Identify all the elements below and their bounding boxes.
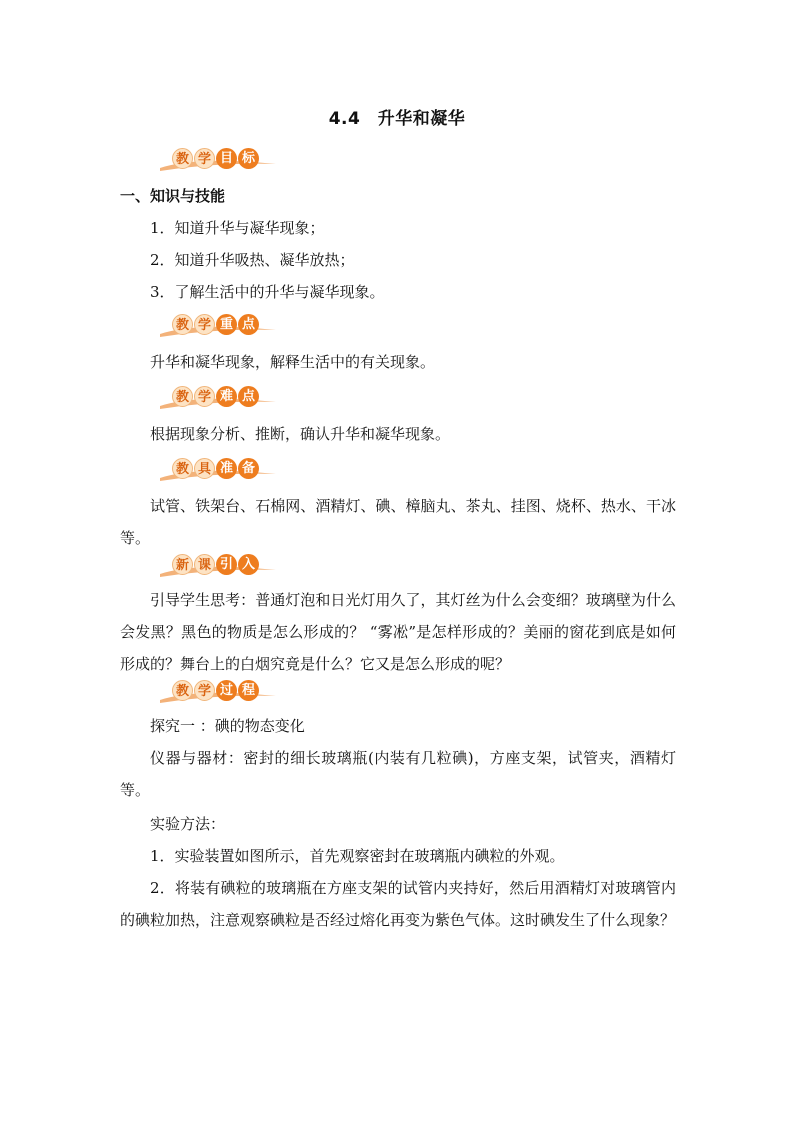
badge-char: 教: [172, 680, 193, 701]
difficulties-text: 根据现象分析、推断，确认升华和凝华现象。: [150, 425, 451, 443]
badge-char: 备: [238, 458, 259, 479]
badge-char: 过: [216, 680, 237, 701]
badge-char: 教: [172, 314, 193, 335]
badge-char: 教: [172, 148, 193, 169]
key-points-text: 升华和凝华现象，解释生活中的有关现象。: [150, 353, 436, 371]
introduction-text: 引导学生思考：普通灯泡和日光灯用久了，其灯丝为什么会变细？玻璃壁为什么会发黑？黑色的物质是怎么形成的？ “雾凇”是怎样形成的？美丽的窗花到底是如何形成的？舞台上的白烟究竟是什么？它又是怎么形成的呢？: [120, 591, 676, 673]
equipment-text: 仪器与器材：密封的细长玻璃瓶(内装有几粒碘)，方座支架，试管夹，酒精灯等。: [120, 749, 676, 799]
objective-item: 2．知道升华吸热、凝华放热；: [150, 251, 355, 269]
badge-char: 学: [194, 680, 215, 701]
badge-char: 难: [216, 386, 237, 407]
objective-item: 1．知道升华与凝华现象；: [150, 219, 325, 237]
section-badge-preparation: [158, 458, 278, 482]
badge-char: 重: [216, 314, 237, 335]
method-step-1: 1．实验装置如图所示，首先观察密封在玻璃瓶内碘粒的外观。: [150, 847, 565, 865]
section-badge-process: [158, 680, 278, 704]
badge-char: 标: [238, 148, 259, 169]
badge-char: 目: [216, 148, 237, 169]
explore-title: 探究一 ：碘的物态变化: [150, 717, 305, 735]
preparation-text: 试管、铁架台、石棉网、酒精灯、碘、樟脑丸、茶丸、挂图、烧杯、热水、干冰等。: [120, 497, 676, 547]
badge-char: 点: [238, 314, 259, 335]
objective-item: 3．了解生活中的升华与凝华现象。: [150, 283, 385, 301]
badge-char: 学: [194, 148, 215, 169]
badge-char: 点: [238, 386, 259, 407]
method-step-2: 2．将装有碘粒的玻璃瓶在方座支架的试管内夹持好，然后用酒精灯对玻璃管内的碘粒加热，注意观察碘粒是否经过熔化再变为紫色气体。这时碘发生了什么现象？: [120, 879, 676, 929]
badge-char: 教: [172, 386, 193, 407]
section-badge-difficulties: [158, 386, 278, 410]
badge-char: 教: [172, 458, 193, 479]
section-badge-introduction: [158, 554, 278, 578]
badge-char: 新: [172, 554, 193, 575]
page-title: 4.4 升华和凝华: [328, 109, 466, 129]
section-badge-objectives: [158, 148, 278, 172]
badge-char: 具: [194, 458, 215, 479]
badge-char: 程: [238, 680, 259, 701]
badge-char: 课: [194, 554, 215, 575]
badge-char: 准: [216, 458, 237, 479]
badge-char: 学: [194, 314, 215, 335]
badge-char: 入: [238, 554, 259, 575]
badge-char: 学: [194, 386, 215, 407]
badge-char: 引: [216, 554, 237, 575]
objectives-heading: 一、知识与技能: [120, 187, 226, 205]
section-badge-key-points: [158, 314, 278, 338]
method-title: 实验方法：: [150, 815, 226, 833]
